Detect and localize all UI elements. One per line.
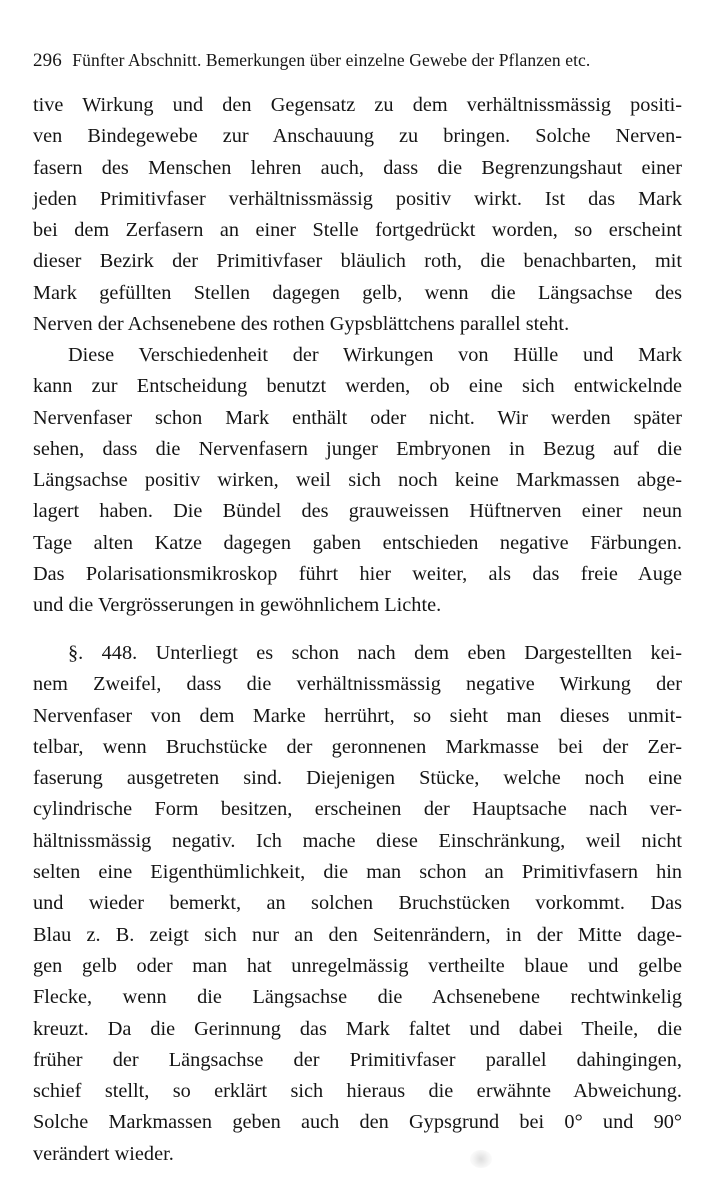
text-line: Blau z. B. zeigt sich nur an den Seitenrändern, in der Mitte dage-	[33, 923, 682, 946]
text-line: jeden Primitivfaser verhältnissmässig positiv wirkt. Ist das Mark	[33, 187, 682, 210]
text-line: früher der Längsachse der Primitivfaser parallel dahingingen,	[33, 1048, 682, 1071]
text-line: verändert wieder.	[33, 1142, 174, 1165]
text-line: dieser Bezirk der Primitivfaser bläulich roth, die benachbarten, mit	[33, 250, 682, 273]
text-line: §. 448. Unterliegt es schon nach dem eben Dargestellten kei-	[68, 642, 682, 664]
text-line: Mark gefüllten Stellen dagegen gelb, wenn die Längsachse des	[33, 281, 682, 304]
text-line: selten eine Eigenthümlichkeit, die man schon an Primitivfasern hin	[33, 861, 682, 884]
page-number: 296	[33, 50, 62, 71]
text-line: kann zur Entscheidung benutzt werden, ob eine sich entwickelnde	[33, 375, 682, 398]
paragraph-1	[33, 90, 682, 340]
text-line: sehen, dass die Nervenfasern junger Embryonen in Bezug auf die	[33, 437, 682, 460]
text-line: Solche Markmassen geben auch den Gypsgrund bei 0° und 90°	[33, 1111, 682, 1134]
text-line: kreuzt. Da die Gerinnung das Mark faltet und dabei Theile, die	[33, 1017, 682, 1040]
text-line: telbar, wenn Bruchstücke der geronnenen Markmasse bei der Zer-	[33, 735, 682, 758]
text-line: Nerven der Achsenebene des rothen Gypsblättchens parallel steht.	[33, 313, 570, 336]
text-line: Nervenfaser schon Mark enthält oder nicht. Wir werden später	[33, 406, 682, 429]
running-title: Fünfter Abschnitt. Bemerkungen über einzelne Gewebe der Pflanzen etc.	[72, 50, 591, 70]
running-header	[33, 50, 590, 72]
text-line: Nervenfaser von dem Marke herrührt, so sieht man dieses unmit-	[33, 704, 682, 727]
text-line: Das Polarisationsmikroskop führt hier weiter, als das freie Auge	[33, 563, 682, 586]
paper-smudge	[470, 1150, 492, 1168]
paragraph-2	[33, 340, 682, 622]
text-line: tive Wirkung und den Gegensatz zu dem verhältnissmässig positi-	[33, 94, 682, 116]
text-line: und wieder bemerkt, an solchen Bruchstücken vorkommt. Das	[33, 892, 682, 915]
text-line: bei dem Zerfasern an einer Stelle fortgedrückt worden, so erscheint	[33, 219, 682, 242]
text-line: hältnissmässig negativ. Ich mache diese Einschränkung, weil nicht	[33, 829, 682, 852]
text-line: nem Zweifel, dass die verhältnissmässig negative Wirkung der	[33, 673, 682, 696]
paragraph-3-section-448	[33, 638, 682, 1170]
text-line: Längsachse positiv wirken, weil sich noch keine Markmassen abge-	[33, 469, 682, 492]
text-line: faserung ausgetreten sind. Diejenigen Stücke, welche noch eine	[33, 767, 682, 790]
text-line: ven Bindegewebe zur Anschauung zu bringen. Solche Nerven-	[33, 125, 682, 148]
text-line: lagert haben. Die Bündel des grauweissen Hüftnerven einer neun	[33, 500, 682, 523]
text-line: und die Vergrösserungen in gewöhnlichem Lichte.	[33, 594, 442, 617]
text-line: Flecke, wenn die Längsachse die Achsenebene rechtwinkelig	[33, 986, 682, 1009]
text-line: schief stellt, so erklärt sich hieraus die erwähnte Abweichung.	[33, 1080, 682, 1103]
text-line: Tage alten Katze dagegen gaben entschieden negative Färbungen.	[33, 531, 682, 554]
text-line: gen gelb oder man hat unregelmässig vertheilte blaue und gelbe	[33, 954, 682, 977]
text-line: Diese Verschiedenheit der Wirkungen von Hülle und Mark	[68, 344, 682, 366]
text-line: cylindrische Form besitzen, erscheinen der Hauptsache nach ver-	[33, 798, 682, 821]
text-line: fasern des Menschen lehren auch, dass die Begrenzungshaut einer	[33, 156, 682, 179]
